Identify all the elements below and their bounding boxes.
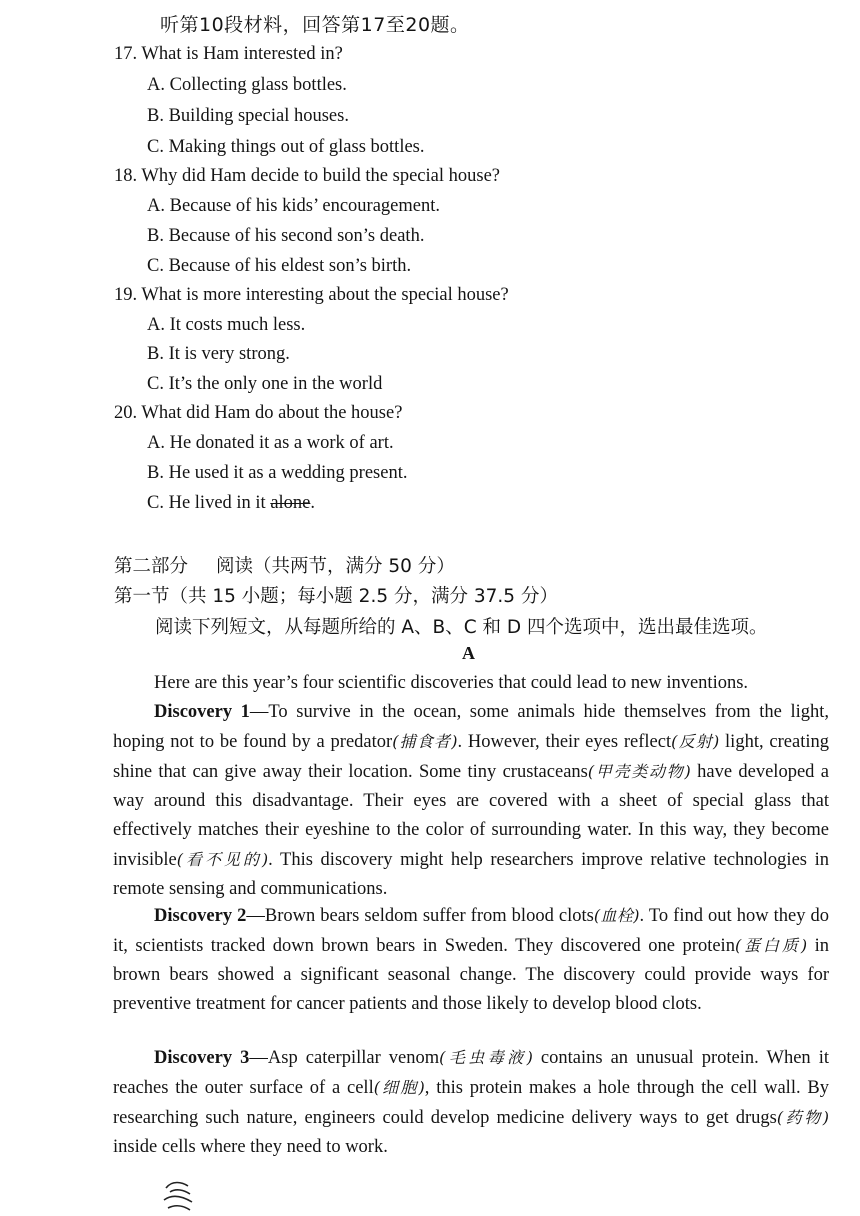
- listening-section-header: 听第10段材料，回答第17至20题。: [160, 14, 470, 36]
- gloss: (捕食者): [392, 732, 458, 751]
- question-20: 20. What did Ham do about the house?: [114, 403, 403, 423]
- text: light, creating shine that can give away their location. Some tiny crustaceans: [113, 732, 829, 782]
- part-two-label: 第二部分: [114, 556, 189, 577]
- option-text: C. He lived in it: [147, 493, 266, 513]
- part-two-heading: [114, 552, 455, 578]
- handwritten-scribble: [160, 1178, 200, 1212]
- text: —Brown bears seldom suffer from blood clots: [246, 906, 594, 926]
- gloss: (毛虫毒液): [439, 1048, 533, 1067]
- question-19-option-c: C. It’s the only one in the world: [147, 374, 383, 394]
- gloss: (药物): [776, 1108, 829, 1127]
- question-20-option-a: A. He donated it as a work of art.: [147, 433, 394, 453]
- passage-intro: Here are this year’s four scientific discoveries that could lead to new inventions.: [154, 673, 749, 693]
- question-17-option-c: C. Making things out of glass bottles.: [147, 137, 425, 157]
- question-18: 18. Why did Ham decide to build the special house?: [114, 166, 501, 186]
- discovery-3-paragraph: [113, 1043, 829, 1162]
- gloss: (反射): [671, 732, 720, 751]
- part-two-title: 阅读（共两节，满分 50 分）: [216, 556, 455, 577]
- question-18-option-c: C. Because of his eldest son’s birth.: [147, 256, 412, 276]
- text: . This discovery might help researchers improve relative technologies in remote sensing and communications.: [113, 850, 829, 899]
- question-19: 19. What is more interesting about the special house?: [114, 285, 509, 305]
- text: in brown bears showed a significant seasonal change. The discovery could provide ways for preventive treatment for cancer patients and those likely to develop blood clots.: [113, 936, 830, 1014]
- gloss: (蛋白质): [734, 936, 808, 955]
- option-period: .: [310, 493, 316, 513]
- passage-label: A: [462, 643, 475, 663]
- text: . To find out how they do it, scientists tracked down brown bears in Sweden. They discovered one protein: [113, 906, 829, 956]
- text: —Asp caterpillar venom: [249, 1048, 440, 1068]
- section-one-heading: 第一节（共 15 小题；每小题 2.5 分，满分 37.5 分）: [114, 586, 558, 607]
- discovery-1-paragraph: [113, 698, 829, 904]
- question-20-option-c: [147, 493, 315, 514]
- text: , this protein makes a hole through the cell wall. By researching such nature, engineers could develop medicine delivery ways to get drugs: [113, 1078, 829, 1128]
- question-17-option-b: B. Building special houses.: [147, 106, 349, 126]
- discovery-2-lead: Discovery 2: [154, 906, 247, 926]
- gloss: (看不见的): [176, 850, 269, 869]
- discovery-3-lead: Discovery 3: [154, 1048, 250, 1068]
- discovery-2-paragraph: [113, 901, 829, 1019]
- text: . However, their eyes reflect: [457, 732, 672, 752]
- struck-word: alone: [270, 493, 311, 513]
- discovery-1-lead: Discovery 1: [154, 702, 250, 722]
- question-17-option-a: A. Collecting glass bottles.: [147, 75, 347, 95]
- gloss: (甲壳类动物): [587, 762, 691, 781]
- question-19-option-a: A. It costs much less.: [147, 315, 306, 335]
- question-18-option-b: B. Because of his second son’s death.: [147, 226, 425, 246]
- question-20-option-b: B. He used it as a wedding present.: [147, 463, 408, 483]
- gloss: (细胞): [373, 1078, 425, 1097]
- question-18-option-a: A. Because of his kids’ encouragement.: [147, 196, 440, 216]
- gloss: (血栓): [593, 906, 640, 925]
- reading-instruction: 阅读下列短文，从每题所给的 A、B、C 和 D 四个选项中，选出最佳选项。: [155, 617, 768, 638]
- text: —To survive in the ocean, some animals hide themselves from the light, hoping not to be found by a predator: [113, 702, 829, 752]
- text: have developed a way around this disadvantage. Their eyes are covered with a sheet of special glass that effectively matches their eyeshine to the color of surrounding water. In this way, they become invisible: [113, 762, 829, 870]
- question-19-option-b: B. It is very strong.: [147, 344, 290, 364]
- question-17: 17. What is Ham interested in?: [114, 44, 343, 64]
- text: contains an unusual protein. When it reaches the outer surface of a cell: [113, 1048, 829, 1098]
- text: inside cells where they need to work.: [113, 1137, 388, 1157]
